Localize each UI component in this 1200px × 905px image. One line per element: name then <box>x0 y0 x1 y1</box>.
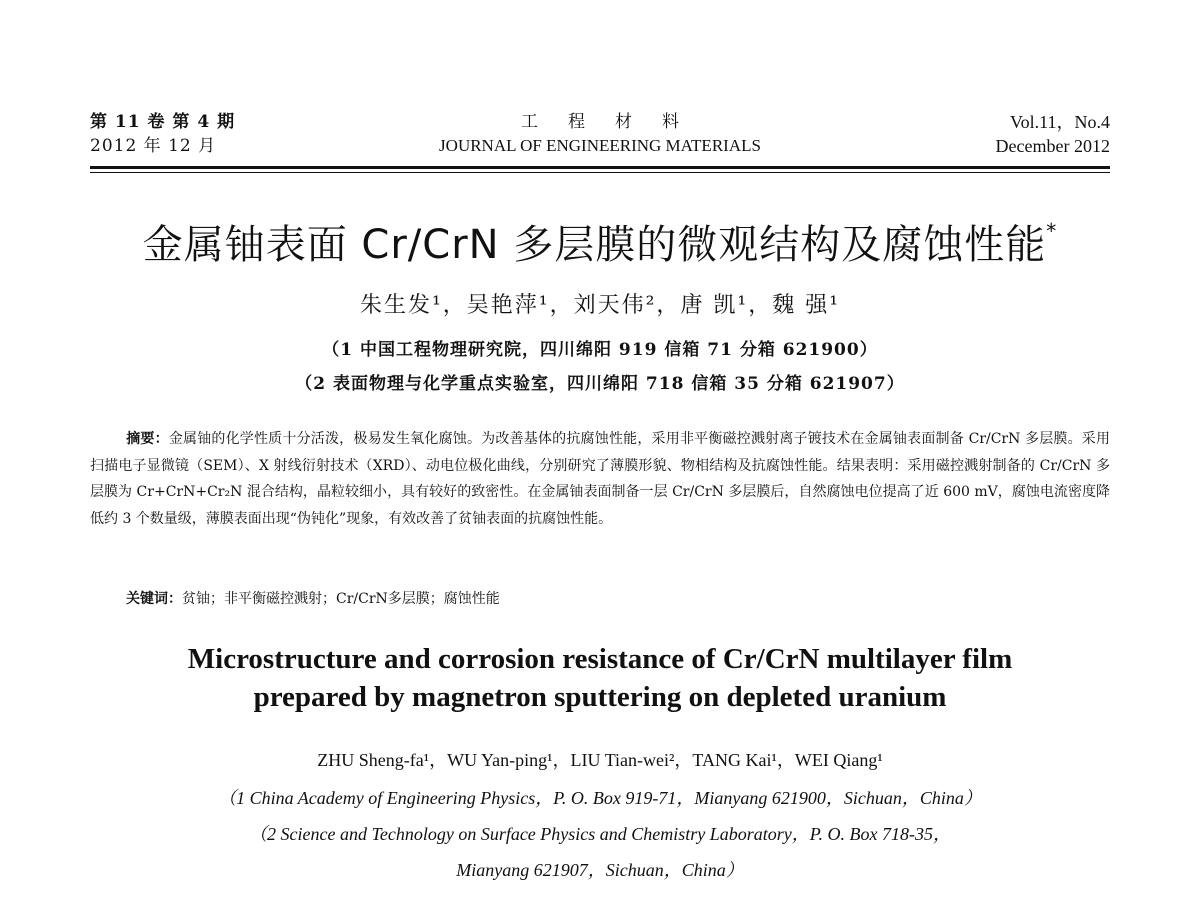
volume-issue-en: Vol.11，No.4 <box>1009 112 1110 132</box>
journal-header <box>90 110 1110 158</box>
header-right <box>996 110 1110 158</box>
article-title-cn <box>0 206 1200 270</box>
affiliation-en-1: （1 China Academy of Engineering Physics，P. O. Box 919-71，Mianyang 621900，Sichuan，China） <box>218 788 982 808</box>
header-center <box>90 110 1110 158</box>
title-cn-text: 金属铀表面 Cr/CrN 多层膜的微观结构及腐蚀性能 <box>142 222 1047 268</box>
journal-name-en: JOURNAL OF ENGINEERING MATERIALS <box>439 136 761 155</box>
authors-cn: 朱生发¹，吴艳萍¹，刘天伟²，唐 凯¹，魏 强¹ <box>359 293 841 318</box>
keywords-cn <box>126 586 1106 612</box>
date-cn: 2012 年 12 月 <box>90 136 217 156</box>
affiliation-cn-2: （2 表面物理与化学重点实验室，四川绵阳 718 信箱 35 分箱 621907） <box>295 374 905 394</box>
affiliation-en-3: Mianyang 621907，Sichuan，China） <box>456 860 744 880</box>
title-en-line-2: prepared by magnetron sputtering on depleted uranium <box>253 681 947 713</box>
keywords-label: 关键词： <box>126 591 182 607</box>
authors-en: ZHU Sheng-fa¹，WU Yan-ping¹，LIU Tian-wei²，TANG Kai¹，WEI Qiang¹ <box>317 750 883 770</box>
title-footnote-mark: * <box>1046 219 1058 243</box>
header-rule-thin <box>90 172 1110 173</box>
abstract-cn <box>90 426 1110 532</box>
header-rule-thick <box>90 166 1110 169</box>
article-title-en <box>0 640 1200 716</box>
abstract-text: 金属铀的化学性质十分活泼，极易发生氧化腐蚀。为改善基体的抗腐蚀性能，采用非平衡磁控溅射离子镀技术在金属铀表面制备 Cr/CrN 多层膜。采用扫描电子显微镜（SEM）、X 射线衍射技术（XRD）、动电位极化曲线，分别研究了薄膜形貌、物相结构及抗腐蚀性能。结果表明：采用磁控溅射制备的 Cr/CrN 多层膜为 Cr+CrN+Cr₂N 混合结构，晶粒较细小，具有较好的致密性。在金属铀表面制备一层 Cr/CrN 多层膜后，自然腐蚀电位提高了近 600 mV，腐蚀电流密度降低约 3 个数量级，薄膜表面出现“伪钝化”现象，有效改善了贫铀表面的抗腐蚀性能。 <box>90 431 1110 527</box>
affiliation-cn-1: （1 中国工程物理研究院，四川绵阳 919 信箱 71 分箱 621900） <box>322 340 878 360</box>
affiliation-en-2: （2 Science and Technology on Surface Physics and Chemistry Laboratory，P. O. Box 718-35， <box>249 824 951 844</box>
journal-name-cn: 工程材料 <box>521 112 709 132</box>
volume-issue-cn: 第 11 卷 第 4 期 <box>90 112 236 132</box>
date-en: December 2012 <box>995 136 1110 156</box>
keywords-text: 贫铀；非平衡磁控溅射；Cr/CrN多层膜；腐蚀性能 <box>182 591 500 607</box>
title-en-line-1: Microstructure and corrosion resistance of Cr/CrN multilayer film <box>187 643 1013 675</box>
abstract-label: 摘要： <box>126 431 169 447</box>
